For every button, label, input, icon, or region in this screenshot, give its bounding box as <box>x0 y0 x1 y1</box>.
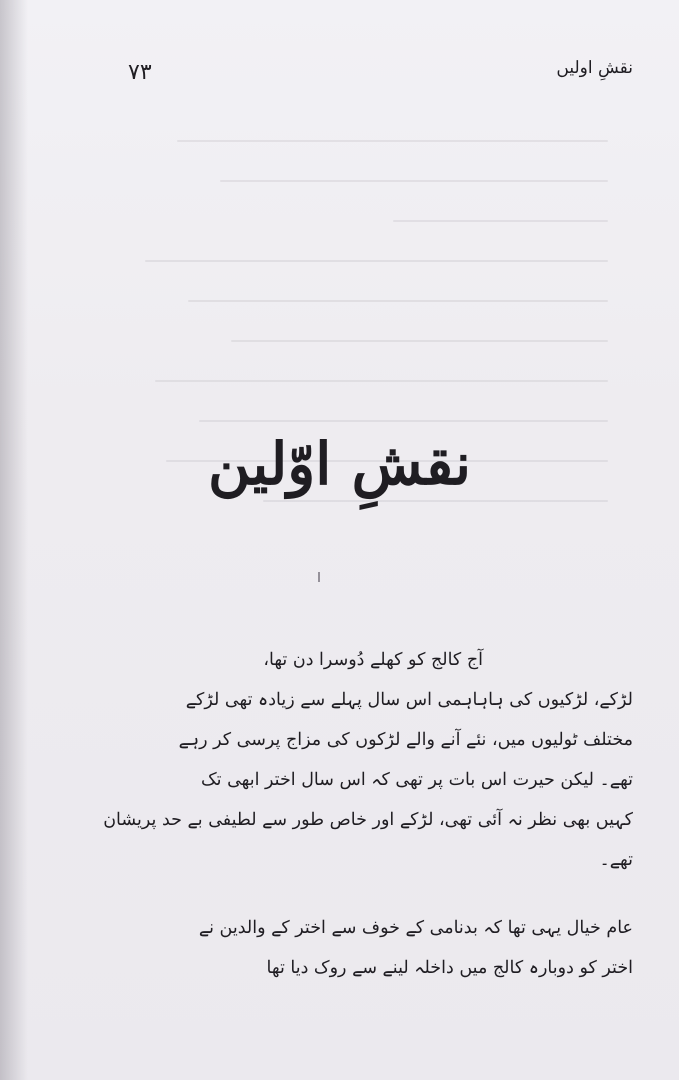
text-line: تھے۔ لیکن حیرت اس بات پر تھی کہ اس سال اختر ابھی تک <box>200 770 633 790</box>
text-line: عام خیال یہی تھا کہ بدنامی کے خوف سے اختر کے والدین نے <box>198 918 633 938</box>
text-line: کہیں بھی نظر نہ آئی تھی، لڑکے اور خاص طور سے لطیفی بے حد پریشان <box>103 810 633 830</box>
ink-mark <box>318 572 320 582</box>
chapter-title: نقشِ اوّلین <box>207 430 472 498</box>
text-line: آج کالج کو کھلے دُوسرا دن تھا، <box>263 650 483 670</box>
binding-shadow <box>0 0 28 1080</box>
text-line: اختر کو دوبارہ کالج میں داخلہ لینے سے روک دیا تھا <box>266 958 633 978</box>
text-line: مختلف ٹولیوں میں، نئے آنے والے لڑکوں کی مزاج پرسی کر رہے <box>178 730 633 750</box>
body-text <box>58 640 633 988</box>
show-through-text <box>80 140 619 660</box>
text-line: لڑکے، لڑکیوں کی ہاہاہمی اس سال پہلے سے زیادہ تھی لڑکے <box>185 690 633 710</box>
running-header-title: نقشِ اولیں <box>556 58 633 78</box>
page-number: ۷۳ <box>128 60 152 85</box>
text-line: تھے۔ <box>599 850 633 870</box>
